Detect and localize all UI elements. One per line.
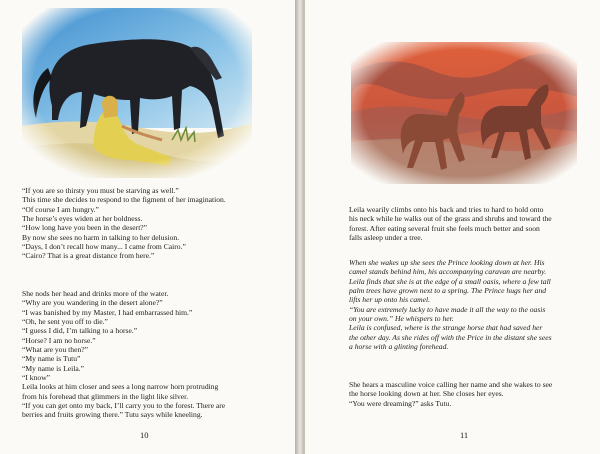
text-line: “If you can get onto my back, I’ll carry you to the forest. There are [22,401,226,411]
text-line: Leila wearily climbs onto his back and tries to hard to hold onto [349,205,544,214]
text-line: “Cairo? That is a great distance from here.” [22,251,155,261]
right-page [304,0,600,454]
illustration-horse-and-woman [22,8,252,178]
text-line: “My name is Tutu” [22,354,81,364]
text-line: “Horse? I am no horse.” [22,335,96,345]
text-line: his neck while he walks out of the grass and shrubs and toward the [349,214,552,224]
text-line: “What are you then?” [22,345,88,355]
text-line: forest. After eating several fruit she feels much better and soon [349,223,540,233]
text-line: on your own.” He whispers to her. [349,314,454,324]
text-line: By now she sees no harm in talking to her delusion. [22,232,180,242]
text-line: the horse looking down at her. She closes her eyes. [349,389,504,399]
left-paragraph-2 [22,289,225,420]
text-line: lifts her up onto his camel. [349,295,430,305]
text-line: “Why are you wandering in the desert alone?” [22,298,163,308]
text-line: This time she decides to respond to the figment of her imagination. [22,195,226,205]
right-paragraph-3 [349,380,552,408]
text-line: “Of course I am hungry.” [22,204,99,214]
text-line: “My name is Leila.” [22,363,84,373]
text-line: “Oh, he sent you off to die.” [22,317,108,327]
text-line: camel stands behind him, his accompanying caravan are nearby. [349,267,547,277]
left-page [0,0,296,454]
text-line: “I guess I did, I’m talking to a horse.” [22,326,138,336]
text-line: “Days, I don’t recall how many... I came from Cairo.” [22,242,186,252]
text-line: “How long have you been in the desert?” [22,223,148,233]
book-gutter [296,0,304,454]
text-line: Leila looks at him closer and sees a long narrow horn protruding [22,382,219,392]
right-paragraph-2-italic [349,258,552,351]
text-line: falls asleep under a tree. [349,233,423,243]
text-line: The horse’s eyes widen at her boldness. [22,214,143,224]
page-number-right: 11 [460,430,469,440]
right-paragraph-1 [349,205,552,242]
text-line: “If you are so thirsty you must be starving as well.” [22,186,179,195]
text-line: the other day. As she rides off with the Price in the distant she sees [349,332,552,342]
page-number-left: 10 [140,430,149,440]
text-line: “I know” [22,373,51,383]
text-line: She hears a masculine voice calling her name and she wakes to see [349,380,553,389]
left-paragraph-1 [22,186,226,261]
text-line: “I was banished by my Master, I had embarrassed him.” [22,307,193,317]
text-line: Leila finds that she is at the edge of a small oasis, where a few tall [349,276,551,286]
text-line: berries and fruits growing there.” Tutu says while kneeling. [22,410,203,420]
text-line: She nods her head and drinks more of the water. [22,289,169,298]
illustration-running-horses [351,42,577,184]
text-line: a horse with a glinting forehead. [349,342,449,352]
text-line: “You are extremely lucky to have made it all the way to the oasis [349,304,546,314]
text-line: When she wakes up she sees the Prince looking down at her. His [349,258,545,267]
text-line: palm trees have grown next to a spring. The Prince hugs her and [349,286,547,296]
text-line: “You were dreaming?” asks Tutu. [349,398,452,408]
text-line: from his forehead that glimmers in the light like silver. [22,391,189,401]
text-line: Leila is confused, where is the strange horse that had saved her [349,323,543,333]
